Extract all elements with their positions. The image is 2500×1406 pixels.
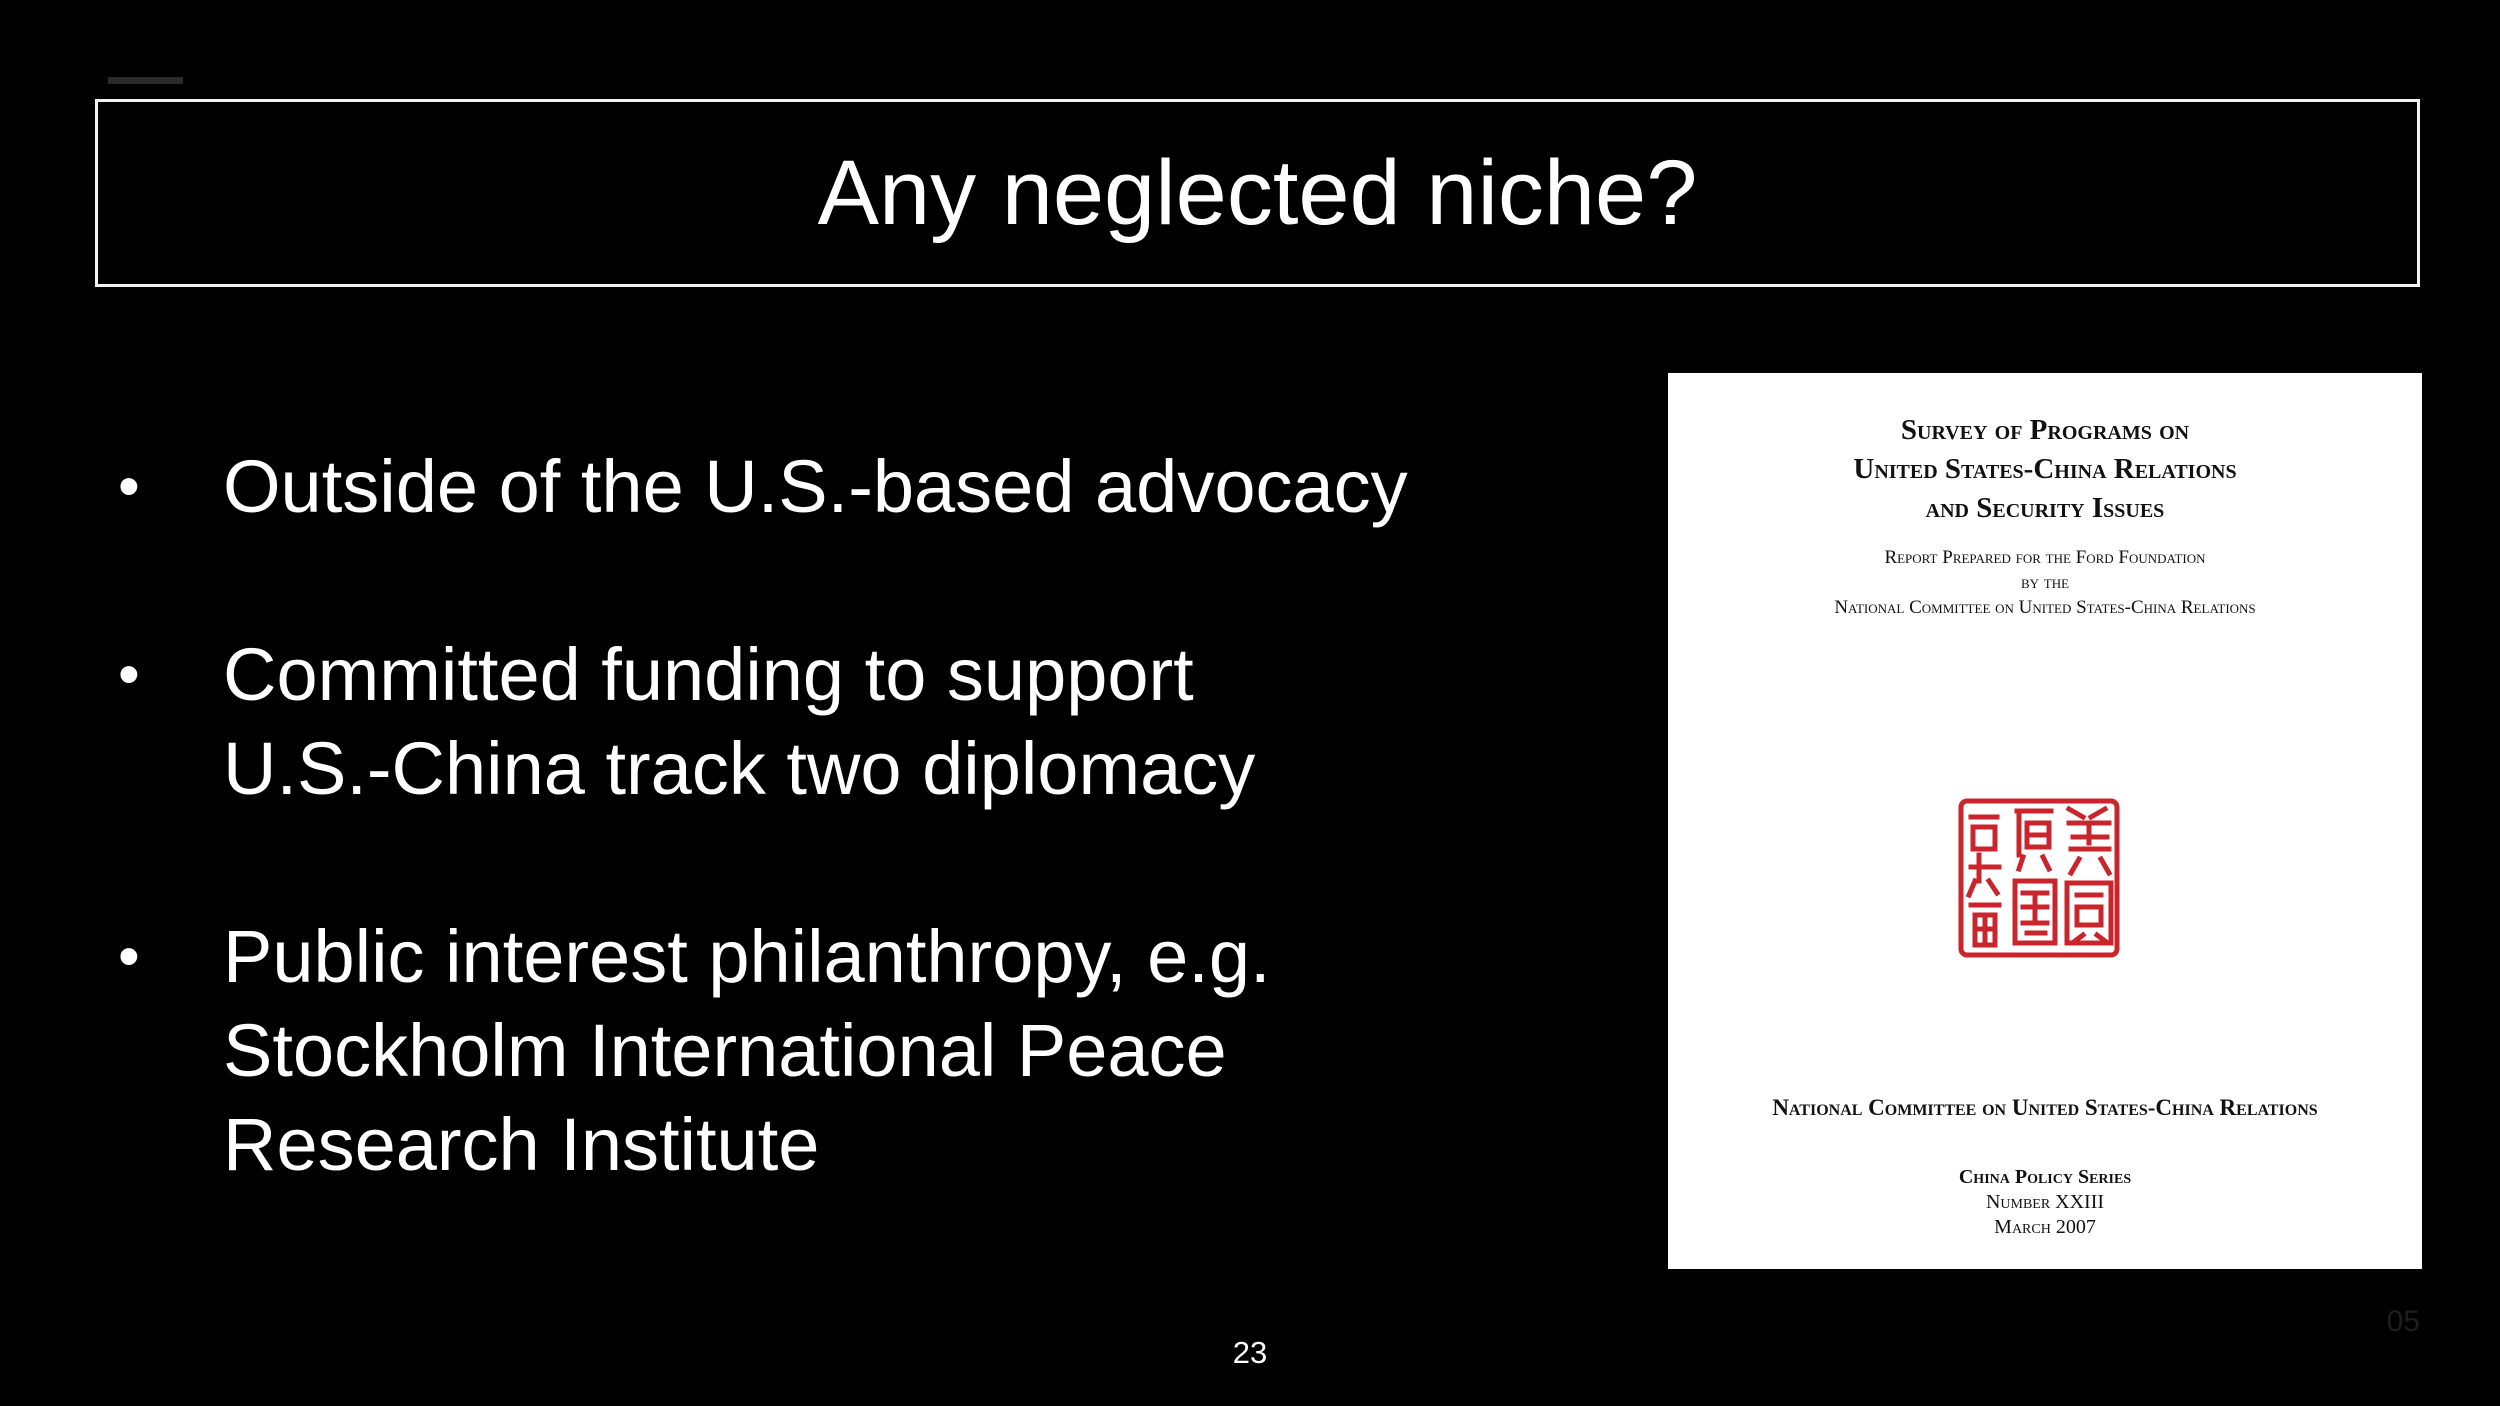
report-subtitle-line: National Committee on United States-China Relations bbox=[1834, 597, 2256, 618]
report-title-line: United States-China Relations bbox=[1853, 453, 2237, 485]
report-title-line: Survey of Programs on bbox=[1900, 414, 2190, 446]
top-accent-bar bbox=[108, 77, 183, 84]
title-box bbox=[95, 99, 2420, 287]
report-organization: National Committee on United States-China Relations bbox=[1772, 1095, 2318, 1120]
bullet-item bbox=[110, 440, 1610, 534]
report-series-number: Number XXIII bbox=[1985, 1191, 2105, 1213]
bullet-text: Public interest philanthropy, e.g. bbox=[223, 915, 1271, 998]
bullet-text: Committed funding to support bbox=[223, 633, 1194, 716]
bullet-icon: • bbox=[118, 922, 140, 991]
report-date: March 2007 bbox=[1994, 1216, 2096, 1238]
report-title-line: and Security Issues bbox=[1925, 492, 2165, 524]
report-series bbox=[1668, 1165, 2422, 1240]
bullet-icon: • bbox=[118, 452, 140, 521]
report-subtitle-line: by the bbox=[2020, 572, 2070, 593]
bullet-text: U.S.-China track two diplomacy bbox=[223, 727, 1256, 810]
bullet-text: Research Institute bbox=[223, 1103, 820, 1186]
report-title bbox=[1668, 411, 2422, 528]
bullet-text: Stockholm International Peace bbox=[223, 1009, 1227, 1092]
bullet-text: Outside of the U.S.-based advocacy bbox=[223, 445, 1408, 528]
page-number: 23 bbox=[1232, 1335, 1268, 1370]
bullet-item bbox=[110, 628, 1610, 816]
red-chinese-seal-icon bbox=[1957, 797, 2121, 959]
bullet-icon: • bbox=[118, 640, 140, 709]
report-series-name: China Policy Series bbox=[1958, 1166, 2132, 1188]
report-cover-image bbox=[1668, 373, 2422, 1269]
report-subtitle bbox=[1668, 545, 2422, 620]
report-subtitle-line: Report Prepared for the Ford Foundation bbox=[1884, 547, 2206, 568]
bullet-item bbox=[110, 910, 1610, 1192]
slide-title: Any neglected niche? bbox=[817, 142, 1698, 244]
bullet-list bbox=[110, 440, 1610, 1286]
slide-index: 05 bbox=[2386, 1305, 2420, 1338]
